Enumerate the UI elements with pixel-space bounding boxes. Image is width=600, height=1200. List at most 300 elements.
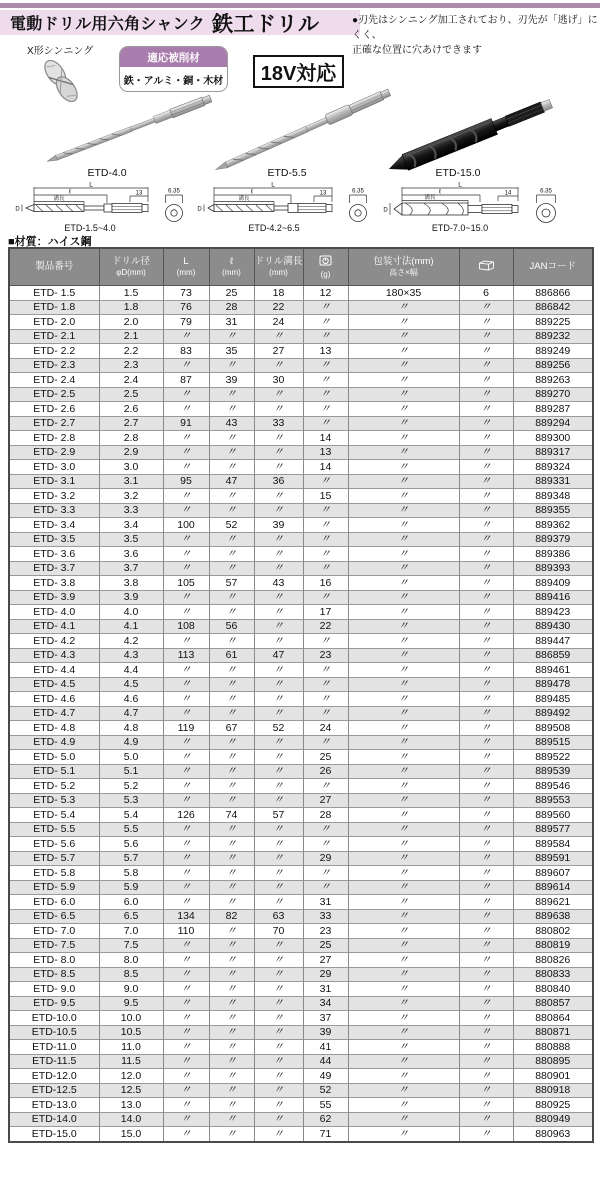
table-cell: 43 — [209, 416, 254, 431]
table-row — [9, 358, 593, 373]
table-cell: 880871 — [513, 1025, 593, 1040]
table-cell: 〃 — [163, 895, 209, 910]
table-cell: 4.3 — [99, 648, 163, 663]
table-cell: 〃 — [459, 764, 513, 779]
table-cell: 〃 — [348, 1083, 459, 1098]
table-cell: 889270 — [513, 387, 593, 402]
table-cell: 〃 — [459, 329, 513, 344]
svg-text:6.35: 6.35 — [168, 188, 180, 195]
table-cell: 〃 — [348, 880, 459, 895]
table-cell: 〃 — [163, 1083, 209, 1098]
svg-text:6.35: 6.35 — [352, 188, 364, 195]
table-cell: 13 — [303, 344, 348, 359]
table-row — [9, 909, 593, 924]
table-cell: 〃 — [348, 938, 459, 953]
table-row — [9, 1098, 593, 1113]
table-cell: 〃 — [303, 474, 348, 489]
table-cell: 880864 — [513, 1011, 593, 1026]
table-cell: 〃 — [459, 460, 513, 475]
table-cell: 2.3 — [99, 358, 163, 373]
drill-photo-etd-4-0 — [46, 94, 213, 165]
table-cell: 〃 — [254, 822, 303, 837]
table-cell: 〃 — [348, 329, 459, 344]
material-box-header: 適応被削材 — [120, 47, 227, 67]
table-cell: 〃 — [254, 561, 303, 576]
table-cell: 〃 — [254, 1040, 303, 1055]
table-cell: 52 — [303, 1083, 348, 1098]
table-cell: 〃 — [348, 402, 459, 417]
weight-icon: (g) — [303, 248, 348, 286]
table-cell: 〃 — [348, 532, 459, 547]
table-cell: 889379 — [513, 532, 593, 547]
table-cell: 880949 — [513, 1112, 593, 1127]
table-cell: ETD- 5.3 — [9, 793, 99, 808]
table-cell: 55 — [303, 1098, 348, 1113]
svg-text:6.35: 6.35 — [540, 188, 552, 195]
table-cell: 889591 — [513, 851, 593, 866]
table-cell: 886859 — [513, 648, 593, 663]
table-cell: 2.2 — [99, 344, 163, 359]
table-cell: 25 — [303, 750, 348, 765]
dimension-diagram-large — [380, 182, 566, 234]
table-cell: 4.4 — [99, 663, 163, 678]
table-row — [9, 735, 593, 750]
table-cell: ETD- 3.0 — [9, 460, 99, 475]
table-cell: 79 — [163, 315, 209, 330]
table-cell: 〃 — [209, 750, 254, 765]
table-cell: 〃 — [163, 431, 209, 446]
table-cell: 〃 — [163, 663, 209, 678]
table-cell: ETD- 4.9 — [9, 735, 99, 750]
table-cell: 〃 — [163, 793, 209, 808]
table-row — [9, 1112, 593, 1127]
table-cell: 889386 — [513, 547, 593, 562]
table-cell: ETD- 5.8 — [9, 866, 99, 881]
table-cell: 〃 — [348, 953, 459, 968]
table-cell: 〃 — [459, 996, 513, 1011]
table-cell: 〃 — [254, 445, 303, 460]
table-cell: ETD- 3.8 — [9, 576, 99, 591]
table-cell: ETD- 3.2 — [9, 489, 99, 504]
table-cell: 33 — [254, 416, 303, 431]
table-cell: 〃 — [209, 1040, 254, 1055]
table-cell: 25 — [209, 286, 254, 301]
table-cell: 889317 — [513, 445, 593, 460]
table-cell: 〃 — [348, 866, 459, 881]
table-cell: 〃 — [254, 503, 303, 518]
table-cell: 〃 — [209, 880, 254, 895]
table-cell: 〃 — [254, 866, 303, 881]
table-cell: 〃 — [348, 851, 459, 866]
table-cell: 〃 — [209, 822, 254, 837]
table-cell: 〃 — [459, 938, 513, 953]
table-row — [9, 967, 593, 982]
table-cell: 〃 — [303, 880, 348, 895]
table-cell: 〃 — [163, 837, 209, 852]
table-cell: 3.7 — [99, 561, 163, 576]
feature-note-line2: 正確な位置に穴あけできます — [352, 45, 482, 56]
table-cell: 〃 — [163, 1054, 209, 1069]
table-cell: 〃 — [348, 373, 459, 388]
table-cell: 〃 — [254, 779, 303, 794]
table-row — [9, 837, 593, 852]
table-cell: 〃 — [254, 387, 303, 402]
table-cell: ETD- 3.3 — [9, 503, 99, 518]
page-title-small: 電動ドリル用六角シャンク — [10, 16, 205, 33]
table-cell: 〃 — [459, 619, 513, 634]
table-row — [9, 692, 593, 707]
table-cell: 〃 — [348, 561, 459, 576]
table-cell: 〃 — [459, 735, 513, 750]
table-cell: ETD- 4.6 — [9, 692, 99, 707]
table-cell: 4.0 — [99, 605, 163, 620]
table-cell: 11.5 — [99, 1054, 163, 1069]
svg-text:13: 13 — [319, 190, 327, 197]
table-cell: 〃 — [303, 315, 348, 330]
table-cell: 〃 — [209, 663, 254, 678]
table-row — [9, 1083, 593, 1098]
table-cell: ETD-15.0 — [9, 1127, 99, 1142]
table-row — [9, 721, 593, 736]
table-cell: 〃 — [348, 1069, 459, 1084]
table-cell: ETD-11.5 — [9, 1054, 99, 1069]
table-cell: 〃 — [163, 822, 209, 837]
table-cell: 〃 — [163, 750, 209, 765]
table-cell: 〃 — [459, 851, 513, 866]
table-cell: 〃 — [459, 1127, 513, 1142]
column-header: ℓ (mm) — [209, 248, 254, 286]
table-cell: 1.8 — [99, 300, 163, 315]
table-cell: 〃 — [348, 793, 459, 808]
table-cell: 889300 — [513, 431, 593, 446]
drill-photo-etd-15-0 — [386, 96, 554, 177]
table-cell: 〃 — [254, 402, 303, 417]
table-row — [9, 982, 593, 997]
table-cell: 889492 — [513, 706, 593, 721]
table-cell: 889447 — [513, 634, 593, 649]
table-cell: 〃 — [254, 967, 303, 982]
spec-table-head — [9, 248, 593, 286]
drill-photo-etd-5-5 — [213, 87, 391, 174]
table-cell: 〃 — [254, 1025, 303, 1040]
table-row — [9, 924, 593, 939]
table-cell: 〃 — [209, 1011, 254, 1026]
table-cell: 〃 — [254, 837, 303, 852]
table-cell: 6.5 — [99, 909, 163, 924]
table-cell: 41 — [303, 1040, 348, 1055]
table-cell: 〃 — [459, 387, 513, 402]
table-cell: 27 — [254, 344, 303, 359]
table-cell: 〃 — [459, 1054, 513, 1069]
table-row — [9, 300, 593, 315]
table-cell: 〃 — [459, 706, 513, 721]
table-cell: 889294 — [513, 416, 593, 431]
table-cell: 57 — [209, 576, 254, 591]
svg-text:L: L — [89, 182, 93, 189]
svg-text:溝長: 溝長 — [424, 195, 436, 201]
svg-text:溝長: 溝長 — [238, 196, 250, 202]
table-cell: 2.9 — [99, 445, 163, 460]
table-cell: 〃 — [459, 402, 513, 417]
table-cell: 〃 — [209, 590, 254, 605]
table-cell: 〃 — [209, 445, 254, 460]
material-note: ■材質：ハイス鋼 — [8, 236, 92, 248]
table-cell: 9.0 — [99, 982, 163, 997]
table-cell: 〃 — [348, 1127, 459, 1142]
table-cell: 17 — [303, 605, 348, 620]
table-cell: 〃 — [459, 808, 513, 823]
column-header: 包装寸法(mm) 高さ×幅 — [348, 248, 459, 286]
table-cell: 〃 — [348, 779, 459, 794]
table-cell: 〃 — [348, 967, 459, 982]
table-cell: 49 — [303, 1069, 348, 1084]
table-cell: ETD- 2.3 — [9, 358, 99, 373]
table-row — [9, 561, 593, 576]
table-cell: 11.0 — [99, 1040, 163, 1055]
table-cell: 889263 — [513, 373, 593, 388]
svg-text:ℓ: ℓ — [68, 188, 72, 196]
table-cell: 10.5 — [99, 1025, 163, 1040]
table-cell: 〃 — [348, 1040, 459, 1055]
table-cell: 〃 — [163, 692, 209, 707]
table-cell: 〃 — [459, 634, 513, 649]
spec-table-wrap — [8, 247, 594, 1143]
table-cell: 〃 — [209, 1025, 254, 1040]
table-cell: 2.0 — [99, 315, 163, 330]
table-cell: 36 — [254, 474, 303, 489]
table-cell: 〃 — [303, 590, 348, 605]
table-cell: 〃 — [459, 837, 513, 852]
table-cell: 76 — [163, 300, 209, 315]
table-cell: 〃 — [303, 677, 348, 692]
table-cell: 3.4 — [99, 518, 163, 533]
table-cell: 〃 — [348, 982, 459, 997]
table-cell: 〃 — [348, 764, 459, 779]
table-cell: 14.0 — [99, 1112, 163, 1127]
table-cell: 〃 — [459, 663, 513, 678]
table-cell: 〃 — [303, 822, 348, 837]
table-cell: 3.8 — [99, 576, 163, 591]
table-cell: 〃 — [254, 663, 303, 678]
table-cell: 〃 — [348, 1054, 459, 1069]
table-cell: 〃 — [163, 489, 209, 504]
table-cell: 〃 — [348, 837, 459, 852]
table-cell: 880888 — [513, 1040, 593, 1055]
table-cell: 180×35 — [348, 286, 459, 301]
box-icon — [459, 248, 513, 286]
table-row — [9, 793, 593, 808]
table-cell: 67 — [209, 721, 254, 736]
table-row — [9, 532, 593, 547]
table-cell: 〃 — [459, 1069, 513, 1084]
table-cell: 〃 — [254, 329, 303, 344]
table-row — [9, 387, 593, 402]
table-cell: 〃 — [348, 300, 459, 315]
table-row — [9, 938, 593, 953]
table-cell: 880963 — [513, 1127, 593, 1142]
table-cell: 〃 — [209, 402, 254, 417]
table-cell: 110 — [163, 924, 209, 939]
table-cell: 〃 — [459, 300, 513, 315]
table-cell: ETD- 6.5 — [9, 909, 99, 924]
table-cell: 889249 — [513, 344, 593, 359]
table-row — [9, 706, 593, 721]
table-cell: 〃 — [348, 518, 459, 533]
table-cell: 2.8 — [99, 431, 163, 446]
table-cell: 83 — [163, 344, 209, 359]
table-cell: 29 — [303, 967, 348, 982]
table-cell: 889409 — [513, 576, 593, 591]
table-cell: 〃 — [348, 431, 459, 446]
table-cell: 12.5 — [99, 1083, 163, 1098]
table-cell: 37 — [303, 1011, 348, 1026]
table-cell: 26 — [303, 764, 348, 779]
table-cell: 70 — [254, 924, 303, 939]
table-cell: 889287 — [513, 402, 593, 417]
table-cell: 〃 — [459, 431, 513, 446]
table-cell: ETD- 2.1 — [9, 329, 99, 344]
table-cell: 61 — [209, 648, 254, 663]
table-cell: 52 — [254, 721, 303, 736]
table-cell: 〃 — [459, 1083, 513, 1098]
table-cell: ETD- 3.4 — [9, 518, 99, 533]
table-cell: 〃 — [163, 547, 209, 562]
table-cell: 100 — [163, 518, 209, 533]
table-row — [9, 677, 593, 692]
table-cell: 〃 — [254, 1098, 303, 1113]
table-cell: 〃 — [163, 460, 209, 475]
table-cell: 47 — [254, 648, 303, 663]
table-cell: 886842 — [513, 300, 593, 315]
table-cell: 5.3 — [99, 793, 163, 808]
table-cell: 5.8 — [99, 866, 163, 881]
table-cell: 889485 — [513, 692, 593, 707]
table-cell: 〃 — [459, 1011, 513, 1026]
table-cell: 43 — [254, 576, 303, 591]
table-cell: 13.0 — [99, 1098, 163, 1113]
table-cell: ETD- 4.4 — [9, 663, 99, 678]
table-cell: 〃 — [209, 1127, 254, 1142]
table-cell: 〃 — [209, 605, 254, 620]
table-cell: ETD- 3.5 — [9, 532, 99, 547]
table-cell: 〃 — [348, 503, 459, 518]
table-cell: 〃 — [348, 416, 459, 431]
table-cell: 〃 — [163, 532, 209, 547]
table-cell: 〃 — [459, 561, 513, 576]
table-cell: 15.0 — [99, 1127, 163, 1142]
table-cell: 〃 — [209, 1054, 254, 1069]
table-cell: 〃 — [348, 706, 459, 721]
table-row — [9, 619, 593, 634]
table-cell: 889416 — [513, 590, 593, 605]
table-cell: 〃 — [459, 750, 513, 765]
table-cell: 6 — [459, 286, 513, 301]
table-cell: 〃 — [459, 953, 513, 968]
table-cell: 〃 — [348, 460, 459, 475]
table-cell: 18 — [254, 286, 303, 301]
table-cell: 889256 — [513, 358, 593, 373]
table-cell: 〃 — [459, 779, 513, 794]
table-cell: 〃 — [348, 895, 459, 910]
table-cell: 3.5 — [99, 532, 163, 547]
table-row — [9, 431, 593, 446]
table-cell: 〃 — [163, 590, 209, 605]
table-cell: 〃 — [303, 402, 348, 417]
table-cell: 〃 — [254, 547, 303, 562]
table-row — [9, 547, 593, 562]
table-cell: 4.9 — [99, 735, 163, 750]
table-cell: 〃 — [163, 866, 209, 881]
table-cell: 〃 — [163, 677, 209, 692]
table-cell: 〃 — [209, 895, 254, 910]
table-cell: ETD- 4.8 — [9, 721, 99, 736]
header-row — [9, 248, 593, 286]
table-cell: 〃 — [459, 576, 513, 591]
table-cell: 10.0 — [99, 1011, 163, 1026]
table-cell: 9.5 — [99, 996, 163, 1011]
table-cell: 889577 — [513, 822, 593, 837]
table-row — [9, 460, 593, 475]
table-cell: 2.1 — [99, 329, 163, 344]
table-cell: 13 — [303, 445, 348, 460]
table-row — [9, 851, 593, 866]
table-cell: 889508 — [513, 721, 593, 736]
table-cell: 57 — [254, 808, 303, 823]
table-cell: 〃 — [459, 474, 513, 489]
table-cell: ETD- 9.5 — [9, 996, 99, 1011]
table-cell: 〃 — [303, 416, 348, 431]
table-row — [9, 445, 593, 460]
table-cell: 〃 — [348, 634, 459, 649]
table-cell: 〃 — [254, 706, 303, 721]
table-cell: 7.0 — [99, 924, 163, 939]
table-cell: 〃 — [209, 764, 254, 779]
table-cell: 〃 — [459, 909, 513, 924]
table-cell: 889584 — [513, 837, 593, 852]
svg-text:ETD-1.5~4.0: ETD-1.5~4.0 — [64, 223, 116, 233]
table-cell: 63 — [254, 909, 303, 924]
table-cell: 56 — [209, 619, 254, 634]
table-row — [9, 1054, 593, 1069]
table-cell: ETD-11.0 — [9, 1040, 99, 1055]
table-cell: 〃 — [348, 576, 459, 591]
table-row — [9, 1040, 593, 1055]
table-cell: 〃 — [209, 924, 254, 939]
table-row — [9, 373, 593, 388]
table-cell: 〃 — [209, 706, 254, 721]
table-cell: 〃 — [254, 619, 303, 634]
table-cell: ETD- 7.0 — [9, 924, 99, 939]
table-cell: 880826 — [513, 953, 593, 968]
table-cell: 〃 — [303, 634, 348, 649]
table-cell: 〃 — [163, 634, 209, 649]
svg-text:14: 14 — [504, 190, 512, 197]
table-cell: 〃 — [209, 851, 254, 866]
table-cell: 889423 — [513, 605, 593, 620]
table-cell: 880819 — [513, 938, 593, 953]
table-cell: 889614 — [513, 880, 593, 895]
table-cell: ETD- 4.7 — [9, 706, 99, 721]
table-cell: 〃 — [348, 750, 459, 765]
table-cell: 〃 — [303, 503, 348, 518]
table-row — [9, 402, 593, 417]
table-cell: 15 — [303, 489, 348, 504]
table-cell: 27 — [303, 953, 348, 968]
table-cell: 5.2 — [99, 779, 163, 794]
table-cell: 〃 — [348, 1112, 459, 1127]
table-cell: 87 — [163, 373, 209, 388]
table-cell: 3.0 — [99, 460, 163, 475]
